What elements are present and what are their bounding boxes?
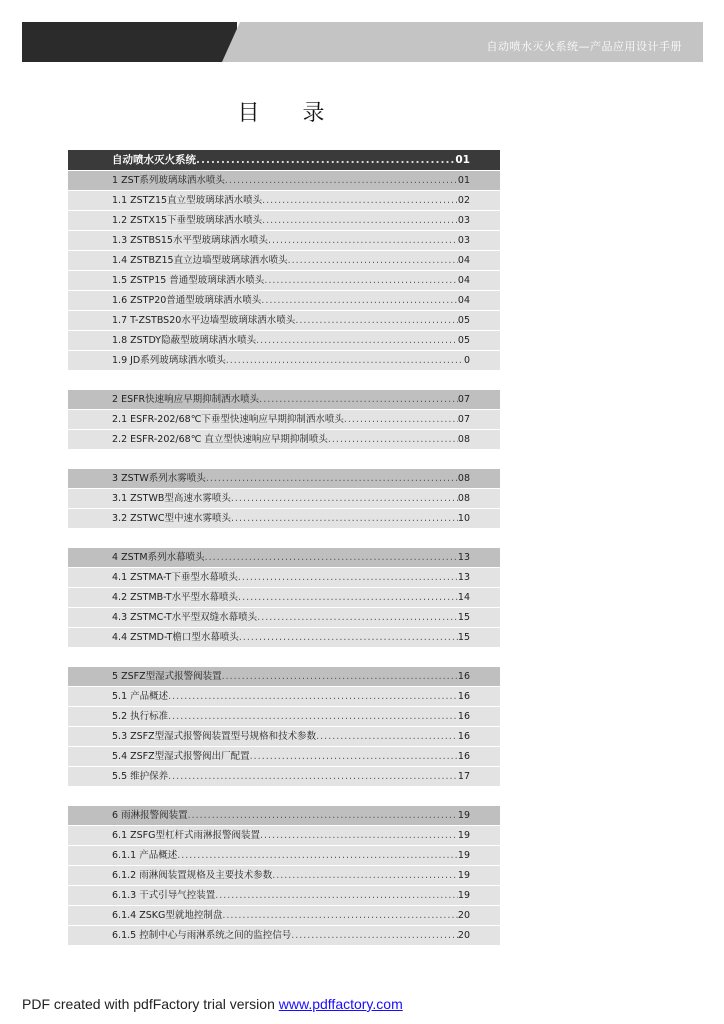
toc-entry-page: 19 <box>457 850 470 861</box>
toc-leader-dots <box>168 687 458 706</box>
toc-entry-label: 1.6 ZSTP20普通型玻璃球洒水喷头 <box>112 295 262 306</box>
toc-leader-dots <box>291 926 458 945</box>
toc-entry-page: 01 <box>457 175 470 186</box>
toc-entry[interactable] <box>68 410 500 429</box>
table-of-contents <box>68 150 500 965</box>
toc-entry-label: 3.1 ZSTWB型高速水雾喷头 <box>112 493 231 504</box>
toc-leader-dots <box>260 826 458 845</box>
toc-leader-dots <box>259 390 458 409</box>
toc-entry[interactable] <box>68 926 500 945</box>
toc-title: 目 录 <box>237 101 343 126</box>
toc-entry-label: 4.2 ZSTMB-T水平型水幕喷头 <box>112 592 239 603</box>
toc-entry[interactable] <box>68 509 500 528</box>
footer-text: PDF created with pdfFactory trial version <box>22 996 279 1012</box>
toc-entry[interactable] <box>68 806 500 825</box>
toc-section <box>68 667 500 786</box>
toc-entry[interactable] <box>68 271 500 290</box>
toc-entry-page: 02 <box>457 195 470 206</box>
toc-entry-label: 6.1.4 ZSKG型就地控制盘 <box>112 910 223 921</box>
toc-entry[interactable] <box>68 628 500 647</box>
toc-entry[interactable] <box>68 211 500 230</box>
toc-entry-label: 6.1.2 雨淋阀装置规格及主要技术参数 <box>112 870 273 881</box>
toc-entry-page: 05 <box>457 315 470 326</box>
toc-entry-page: 20 <box>457 930 470 941</box>
toc-leader-dots <box>288 251 458 270</box>
toc-entry-label: 自动喷水灭火系统 <box>112 154 196 166</box>
toc-leader-dots <box>238 568 458 587</box>
toc-entry-label: 6.1 ZSFG型杠杆式雨淋报警阀装置 <box>112 830 260 841</box>
toc-leader-dots <box>238 588 458 607</box>
toc-entry[interactable] <box>68 727 500 746</box>
toc-entry[interactable] <box>68 767 500 786</box>
toc-entry-label: 3 ZSTW系列水雾喷头 <box>112 473 206 484</box>
toc-section <box>68 548 500 647</box>
toc-leader-dots <box>222 906 458 925</box>
toc-entry-label: 5 ZSFZ型湿式报警阀装置 <box>112 671 222 682</box>
toc-entry-page: 19 <box>457 890 470 901</box>
toc-entry[interactable] <box>68 231 500 250</box>
toc-leader-dots <box>231 489 458 508</box>
toc-leader-dots <box>177 846 458 865</box>
toc-leader-dots <box>222 667 458 686</box>
toc-leader-dots <box>256 331 458 350</box>
toc-entry-page: 16 <box>457 751 470 762</box>
toc-entry-label: 2.2 ESFR-202/68℃ 直立型快速响应早期抑制喷头 <box>112 434 328 445</box>
toc-entry-page: 19 <box>457 870 470 881</box>
toc-leader-dots <box>262 211 458 230</box>
toc-entry[interactable] <box>68 171 500 190</box>
toc-entry-page: 19 <box>457 830 470 841</box>
toc-entry[interactable] <box>68 311 500 330</box>
toc-entry[interactable] <box>68 150 500 170</box>
toc-entry-label: 1.2 ZSTX15下垂型玻璃球洒水喷头 <box>112 215 263 226</box>
toc-entry[interactable] <box>68 826 500 845</box>
toc-leader-dots <box>239 628 458 647</box>
toc-entry[interactable] <box>68 548 500 567</box>
toc-entry-page: 16 <box>457 731 470 742</box>
toc-entry-page: 03 <box>457 215 470 226</box>
toc-entry-page: 15 <box>457 632 470 643</box>
toc-entry-label: 4.1 ZSTMA-T下垂型水幕喷头 <box>112 572 238 583</box>
toc-leader-dots <box>264 271 458 290</box>
toc-entry-label: 1.9 JD系列玻璃球洒水喷头 <box>112 355 226 366</box>
toc-entry[interactable] <box>68 351 500 370</box>
toc-entry[interactable] <box>68 687 500 706</box>
toc-entry-label: 2 ESFR快速响应早期抑制洒水喷头 <box>112 394 260 405</box>
toc-entry[interactable] <box>68 707 500 726</box>
toc-leader-dots <box>268 231 458 250</box>
toc-leader-dots <box>295 311 458 330</box>
toc-entry[interactable] <box>68 846 500 865</box>
toc-leader-dots <box>168 767 458 786</box>
toc-leader-dots <box>316 727 458 746</box>
toc-entry-label: 1.3 ZSTBS15水平型玻璃球洒水喷头 <box>112 235 268 246</box>
toc-leader-dots <box>250 747 458 766</box>
toc-entry-page: 04 <box>457 275 470 286</box>
toc-leader-dots <box>344 410 458 429</box>
toc-section <box>68 150 500 370</box>
footer-link[interactable]: www.pdffactory.com <box>278 996 403 1012</box>
toc-entry-label: 5.5 维护保养 <box>112 771 169 782</box>
toc-entry-page: 20 <box>457 910 470 921</box>
toc-entry-label: 2.1 ESFR-202/68℃下垂型快速响应早期抑制洒水喷头 <box>112 414 344 425</box>
toc-section <box>68 469 500 528</box>
toc-entry[interactable] <box>68 469 500 488</box>
toc-leader-dots <box>225 171 458 190</box>
toc-entry[interactable] <box>68 886 500 905</box>
toc-entry-page: 08 <box>457 473 470 484</box>
toc-leader-dots <box>272 866 458 885</box>
toc-entry-label: 1.8 ZSTDY隐蔽型玻璃球洒水喷头 <box>112 335 257 346</box>
toc-entry-page: 04 <box>457 255 470 266</box>
toc-entry[interactable] <box>68 489 500 508</box>
toc-entry-page: 05 <box>457 335 470 346</box>
toc-entry-page: 0 <box>463 355 470 366</box>
toc-entry[interactable] <box>68 866 500 885</box>
toc-entry-label: 5.2 执行标准 <box>112 711 169 722</box>
toc-entry-page: 16 <box>457 671 470 682</box>
toc-entry-label: 1.1 ZSTZ15直立型玻璃球洒水喷头 <box>112 195 263 206</box>
toc-entry[interactable] <box>68 608 500 627</box>
toc-leader-dots <box>206 469 458 488</box>
toc-entry-label: 1.4 ZSTBZ15直立边墙型玻璃球洒水喷头 <box>112 255 288 266</box>
toc-entry-label: 4.3 ZSTMC-T水平型双缝水幕喷头 <box>112 612 258 623</box>
toc-entry-label: 3.2 ZSTWC型中速水雾喷头 <box>112 513 231 524</box>
toc-entry-label: 6.1.5 控制中心与雨淋系统之间的监控信号 <box>112 930 292 941</box>
toc-entry[interactable] <box>68 251 500 270</box>
toc-entry[interactable] <box>68 568 500 587</box>
toc-entry-page: 07 <box>457 394 470 405</box>
toc-leader-dots <box>328 430 458 449</box>
toc-entry[interactable] <box>68 667 500 686</box>
toc-entry[interactable] <box>68 430 500 449</box>
toc-entry-page: 10 <box>457 513 470 524</box>
toc-entry-label: 5.4 ZSFZ型湿式报警阀出厂配置 <box>112 751 250 762</box>
toc-leader-dots <box>215 886 458 905</box>
toc-entry-page: 08 <box>457 493 470 504</box>
toc-entry-label: 4 ZSTM系列水幕喷头 <box>112 552 205 563</box>
toc-leader-dots <box>257 608 458 627</box>
toc-entry-page: 14 <box>457 592 470 603</box>
toc-entry-label: 4.4 ZSTMD-T檐口型水幕喷头 <box>112 632 239 643</box>
toc-entry[interactable] <box>68 747 500 766</box>
toc-entry-label: 6.1.3 干式引导气控装置 <box>112 890 216 901</box>
toc-entry-label: 1 ZST系列玻璃球洒水喷头 <box>112 175 225 186</box>
toc-entry-label: 1.5 ZSTP15 普通型玻璃球洒水喷头 <box>112 275 265 286</box>
toc-leader-dots <box>226 351 464 370</box>
toc-entry-page: 08 <box>457 434 470 445</box>
toc-entry-page: 13 <box>457 552 470 563</box>
pdf-footer <box>22 996 403 1012</box>
toc-entry-page: 16 <box>457 691 470 702</box>
toc-entry-label: 6 雨淋报警阀装置 <box>112 810 188 821</box>
toc-leader-dots <box>196 150 455 170</box>
toc-entry[interactable] <box>68 390 500 409</box>
toc-leader-dots <box>188 806 458 825</box>
toc-entry-page: 03 <box>457 235 470 246</box>
header-title: 自动喷水灭火系统—产品应用设计手册 <box>486 40 682 53</box>
toc-entry-page: 17 <box>457 771 470 782</box>
toc-section <box>68 390 500 449</box>
toc-entry-page: 04 <box>457 295 470 306</box>
toc-entry[interactable] <box>68 331 500 350</box>
toc-entry-page: 01 <box>455 154 470 166</box>
header-dark-band <box>22 22 237 62</box>
toc-entry[interactable] <box>68 906 500 925</box>
toc-leader-dots <box>168 707 458 726</box>
toc-entry-page: 19 <box>457 810 470 821</box>
toc-leader-dots <box>231 509 458 528</box>
toc-entry[interactable] <box>68 191 500 210</box>
toc-leader-dots <box>262 191 458 210</box>
toc-entry[interactable] <box>68 291 500 310</box>
toc-entry[interactable] <box>68 588 500 607</box>
toc-section <box>68 806 500 945</box>
toc-leader-dots <box>205 548 458 567</box>
toc-entry-label: 1.7 T-ZSTBS20水平边墙型玻璃球洒水喷头 <box>112 315 296 326</box>
toc-entry-page: 13 <box>457 572 470 583</box>
toc-entry-page: 07 <box>457 414 470 425</box>
toc-leader-dots <box>261 291 458 310</box>
toc-entry-label: 5.3 ZSFZ型湿式报警阀装置型号规格和技术参数 <box>112 731 317 742</box>
toc-entry-page: 16 <box>457 711 470 722</box>
toc-entry-label: 5.1 产品概述 <box>112 691 169 702</box>
toc-entry-page: 15 <box>457 612 470 623</box>
toc-entry-label: 6.1.1 产品概述 <box>112 850 178 861</box>
